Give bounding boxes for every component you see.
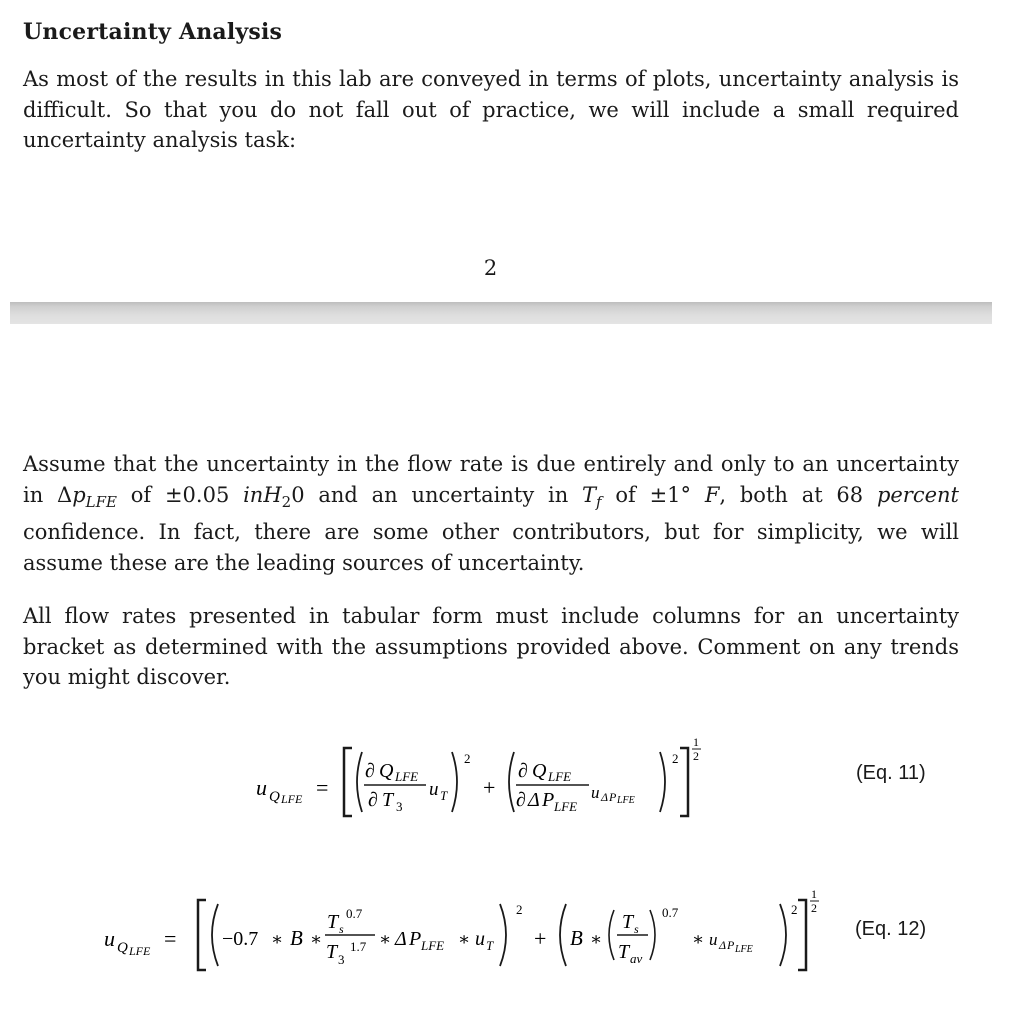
eq12-lfe-sub: LFE (129, 944, 151, 958)
eq11-u2-lfe: LFE (617, 795, 635, 806)
eq11-u2-delta: Δ (601, 790, 609, 804)
eq12-label: (Eq. 12) (855, 918, 927, 940)
eq11-partial-num2: ∂ (518, 760, 528, 782)
eq11-u: u (256, 775, 267, 800)
eq11-lfe2: LFE (548, 769, 572, 784)
eq11-u2: u (591, 783, 600, 802)
eq12-ts2-sub: s (634, 922, 639, 936)
eq11-partial-den: ∂ (368, 789, 378, 811)
eq11-q: Q (379, 760, 394, 782)
eq12-u2-delta: Δ (719, 938, 727, 952)
eq12-tav-sub: av (630, 951, 643, 966)
eq12-t3-exp: 1.7 (350, 939, 367, 954)
eq11-sq1: 2 (464, 751, 471, 766)
eq12-u2-lfe: LFE (735, 944, 753, 955)
eq12-ut: u (475, 928, 485, 950)
eq11-lfe-sub: LFE (281, 792, 303, 806)
eq11-lfe3: LFE (554, 799, 578, 814)
eq12-p: P (409, 928, 422, 950)
eq12-tav: T (618, 941, 630, 963)
eq11-three: 3 (396, 799, 403, 814)
eq11-partial-num: ∂ (365, 760, 375, 782)
eq12-u: u (104, 926, 115, 951)
section-heading: Uncertainty Analysis (23, 19, 283, 45)
eq12-u2-p: P (727, 938, 735, 952)
eq12-u2: u (709, 930, 718, 949)
eq11-plus: + (483, 775, 496, 800)
eq12-sq2: 2 (791, 902, 798, 917)
eq12-t3: T (326, 941, 338, 963)
eq11-p: P (542, 789, 555, 811)
eq12-half-den: 2 (811, 901, 817, 915)
eq12-ut-sub: T (486, 938, 494, 953)
eq11-u2-p: P (609, 790, 617, 804)
eq12-p-lfe: LFE (421, 938, 445, 953)
eq12-equals: = (164, 926, 177, 951)
eq11-sq2: 2 (672, 751, 679, 766)
eq12-ts-sub: s (339, 922, 344, 936)
eq12-ts: T (327, 911, 339, 933)
eq12-half-num: 1 (811, 887, 817, 901)
eq11-lfe: LFE (395, 769, 419, 784)
page-number: 2 (483, 256, 498, 280)
eq11-q2: Q (532, 760, 547, 782)
eq11-ut-sub: T (440, 788, 448, 803)
eq12-star1: ∗ (271, 929, 284, 949)
eq11-label: (Eq. 11) (856, 762, 926, 784)
eq11-ut: u (429, 779, 439, 800)
eq11-delta: Δ (528, 789, 540, 811)
eq12-star3: ∗ (379, 929, 392, 949)
delta-p-symbol: $\Delta p_{LFE}$ (57, 482, 117, 511)
eq12-star2: ∗ (310, 929, 323, 949)
eq11-t: T (382, 789, 394, 811)
eq12-t3-sub: 3 (338, 952, 345, 967)
eq12-b2: B (570, 926, 583, 950)
eq12-coef: −0.7 (222, 928, 259, 950)
eq12-ts2: T (622, 911, 634, 933)
eq12-ts-exp: 0.7 (346, 906, 363, 921)
eq12-star4: ∗ (458, 929, 471, 949)
intro-paragraph: As most of the results in this lab are conveyed in terms of plots, uncertainty analysis is difficult. So that you do not fall out of practice, we will include a small required uncertainty analysis task: (23, 67, 959, 152)
eq11-q-sub: Q (269, 789, 280, 805)
eq11-partial-den2: ∂ (516, 789, 526, 811)
eq12-plus: + (534, 926, 547, 951)
eq12-sq1: 2 (516, 902, 523, 917)
eq12-b: B (290, 926, 303, 950)
eq12-delta: Δ (395, 928, 407, 950)
eq12-paren-exp: 0.7 (662, 905, 679, 920)
page-separator (10, 302, 992, 324)
eq11-half-den: 2 (693, 749, 699, 763)
eq11-equals: = (316, 775, 329, 800)
tabular-note-paragraph: All flow rates presented in tabular form must include columns for an uncertainty bracket as determined with the assumptions provided above. Comment on any trends you might discover. (23, 604, 959, 689)
assumption-paragraph: Assume that the uncertainty in the flow rate is due entirely and only to an uncertainty in $\Delta p_{LFE}$ of ±0.05 inH$_2$0 and an uncertainty in $T_f$ of ±1° F, both at 68 percent confidence. In fact, there are some other contributors, but for simplicity, we will assume these are the leading sources of uncertainty. (23, 452, 959, 575)
eq11-half-num: 1 (693, 735, 699, 749)
eq12-q-sub: Q (117, 940, 128, 956)
eq12-star6: ∗ (692, 929, 705, 949)
eq12-star5: ∗ (590, 929, 603, 949)
